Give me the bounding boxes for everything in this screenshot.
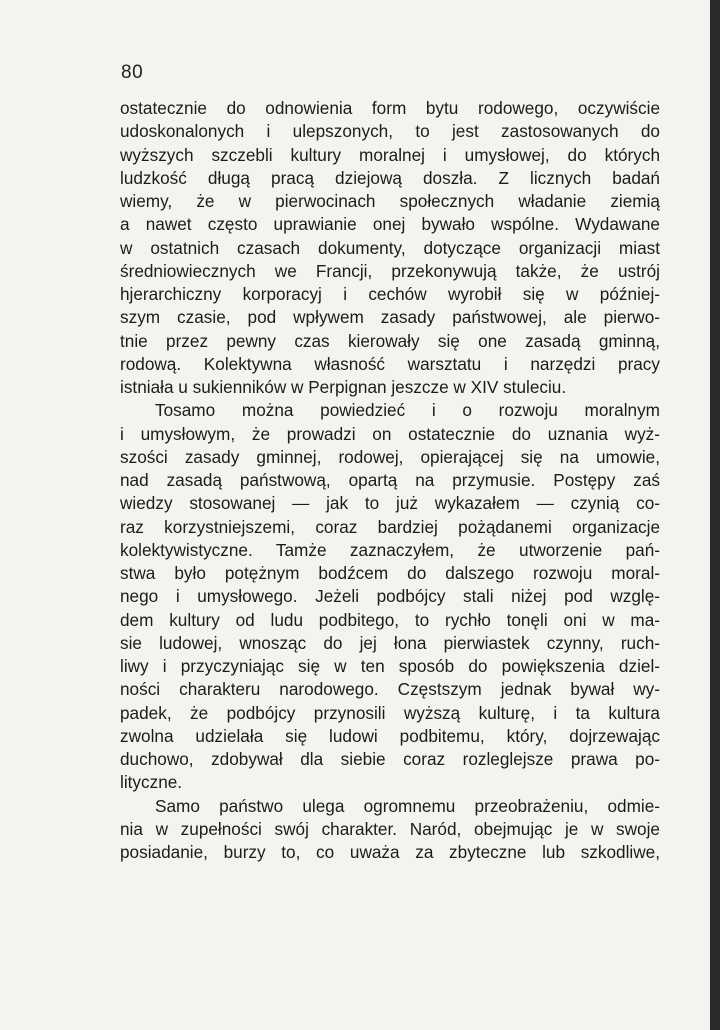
text-line: sie ludowej, wnosząc do jej łona pierwiastek czynny, ruch- bbox=[120, 632, 660, 653]
text-line: a nawet często uprawianie onej bywało wspólne. Wydawane bbox=[120, 214, 660, 235]
text-line: liwy i przyczyniając się w ten sposób do powiększenia dziel- bbox=[120, 656, 660, 676]
text-line: szości zasady gminnej, rodowej, opierającej się na umowie, bbox=[120, 446, 660, 467]
text-line: padek, że podbójcy przynosili wyższą kulturę, i ta kultura bbox=[120, 702, 660, 723]
page-number: 80 bbox=[121, 62, 144, 83]
text-line: nad zasadą państwową, opartą na przymusie. Postępy zaś bbox=[120, 470, 660, 490]
text-line: wyższych szczebli kultury moralnej i umysłowej, do których bbox=[120, 144, 660, 165]
text-line: hjerarchiczny korporacyj i cechów wyrobił się w później- bbox=[120, 284, 660, 304]
text-line: Samo państwo ulega ogromnemu przeobrażeniu, odmie- bbox=[155, 795, 660, 816]
body-text bbox=[120, 97, 660, 864]
text-line: nego i umysłowego. Jeżeli podbójcy stali niżej pod wzglę- bbox=[120, 586, 660, 607]
text-line: wiemy, że w pierwocinach społecznych władanie ziemią bbox=[120, 191, 660, 211]
text-line: stwa było potężnym bodźcem do dalszego rozwoju moral- bbox=[120, 563, 660, 583]
text-line: Tosamo można powiedzieć i o rozwoju moralnym bbox=[155, 400, 660, 421]
text-line: udoskonalonych i ulepszonych, to jest zastosowanych do bbox=[120, 121, 660, 142]
text-line: rodową. Kolektywna własność warsztatu i narzędzi pracy bbox=[120, 353, 660, 374]
text-line: w ostatnich czasach dokumenty, dotyczące organizacji miast bbox=[120, 237, 660, 258]
scan-edge bbox=[710, 0, 720, 1030]
text-line: istniała u sukienników w Perpignan jeszcze w XIV stuleciu. bbox=[120, 377, 567, 397]
text-line: duchowo, zdobywał dla siebie coraz rozleglejsze prawa po- bbox=[120, 749, 660, 769]
text-line: ności charakteru narodowego. Częstszym jednak bywał wy- bbox=[120, 679, 660, 700]
text-line: i umysłowym, że prowadzi on ostatecznie do uznania wyż- bbox=[120, 423, 660, 444]
text-line: lityczne. bbox=[120, 772, 183, 793]
text-line: tnie przez pewny czas kierowały się one zasadą gminną, bbox=[120, 330, 660, 351]
text-line: ludzkość długą pracą dziejową doszła. Z licznych badań bbox=[120, 167, 660, 188]
text-line: dem kultury od ludu podbitego, to rychło tonęli oni w ma- bbox=[120, 609, 660, 630]
text-line: wiedzy stosowanej — jak to już wykazałem — czynią co- bbox=[120, 493, 660, 514]
text-line: raz korzystniejszemi, coraz bardziej pożądanemi organizacje bbox=[120, 516, 660, 537]
text-line: zwolna udzielała się ludowi podbitemu, który, dojrzewając bbox=[120, 725, 660, 746]
text-line: średniowiecznych we Francji, przekonywują także, że ustrój bbox=[120, 260, 660, 281]
text-line: posiadanie, burzy to, co uważa za zbyteczne lub szkodliwe, bbox=[120, 842, 660, 862]
text-line: szym czasie, pod wpływem zasady państwowej, ale pierwo- bbox=[120, 307, 660, 328]
text-line: ostatecznie do odnowienia form bytu rodowego, oczywiście bbox=[120, 98, 660, 118]
text-line: nia w zupełności swój charakter. Naród, obejmując je w swoje bbox=[120, 818, 660, 839]
text-line: kolektywistyczne. Tamże zaznaczyłem, że utworzenie pań- bbox=[120, 539, 660, 560]
